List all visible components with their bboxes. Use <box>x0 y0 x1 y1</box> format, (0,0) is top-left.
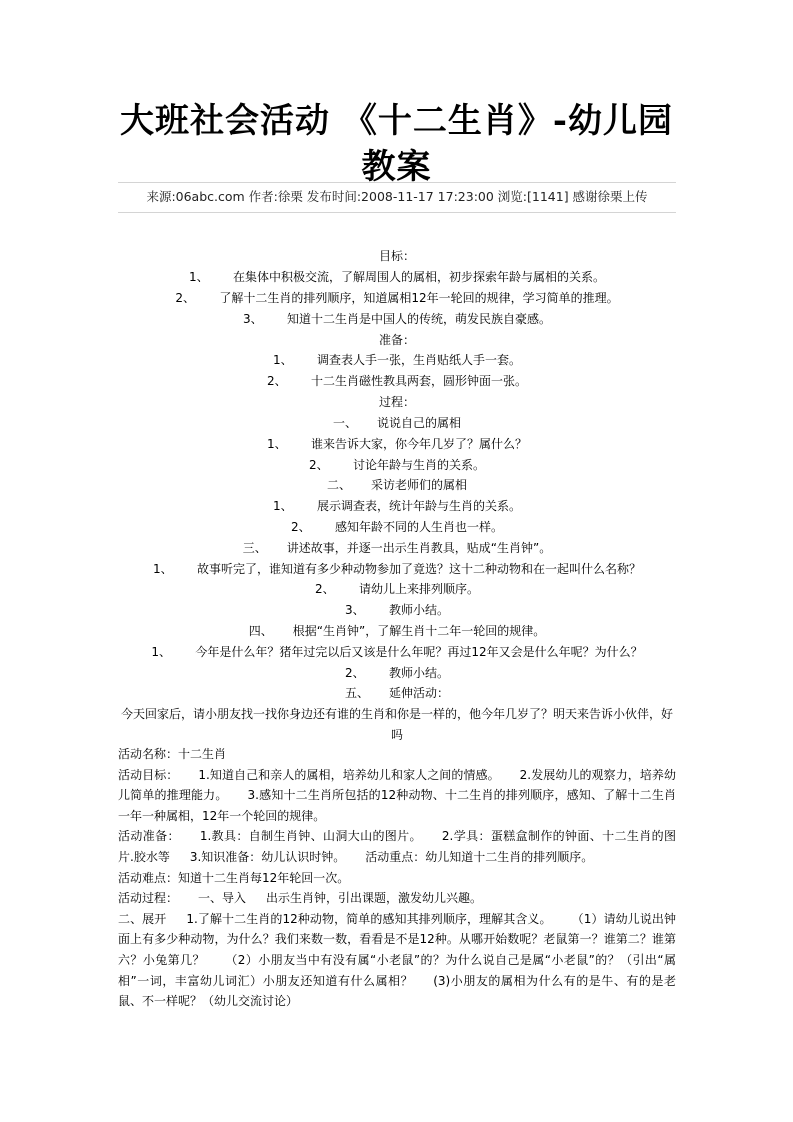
process-heading: 过程： <box>378 395 415 409</box>
list-item: 1、 展示调查表，统计年龄与生肖的关系。 <box>272 499 521 513</box>
list-item: 1、 调查表人手一张，生肖贴纸人手一套。 <box>272 353 521 367</box>
section-heading: 三、 讲述故事，并逐一出示生肖教具，贴成“生肖钟”。 <box>242 541 552 555</box>
section-heading: 一、 说说自己的属相 <box>332 416 461 430</box>
divider-top <box>118 182 676 183</box>
activity-difficulty: 活动难点：知道十二生肖每12年轮回一次。 <box>118 870 350 885</box>
list-item: 1、 谁来告诉大家，你今年几岁了？属什么？ <box>266 437 527 451</box>
section-heading: 五、 延伸活动： <box>344 686 449 700</box>
list-item: 3、 教师小结。 <box>344 603 449 617</box>
list-item: 2、 感知年龄不同的人生肖也一样。 <box>290 520 503 534</box>
section-heading: 二、 采访老师们的属相 <box>326 478 467 492</box>
list-item: 2、 请幼儿上来排列顺序。 <box>314 582 479 596</box>
activity-process: 活动过程： 一、导入 出示生肖钟，引出课题，激发幼儿兴趣。 <box>118 891 483 906</box>
section-heading: 四、 根据“生肖钟”，了解生肖十二年一轮回的规律。 <box>248 624 546 638</box>
prep-heading: 准备： <box>378 333 415 347</box>
list-item: 2、 了解十二生肖的排列顺序，知道属相12年一轮回的规律，学习简单的推理。 <box>175 291 619 305</box>
list-item: 2、 十二生肖磁性教具两套，圆形钟面一张。 <box>266 374 527 388</box>
list-item: 1、 故事听完了，谁知道有多少种动物参加了竟选？这十二种动物和在一起叫什么名称？ <box>152 562 641 576</box>
divider-bottom <box>118 212 676 213</box>
list-item: 1、 在集体中积极交流，了解周围人的属相，初步探索年龄与属相的关系。 <box>188 270 605 284</box>
list-item: 2、 教师小结。 <box>344 666 449 680</box>
page-title: 大班社会活动 《十二生肖》-幼儿园教案 <box>120 101 673 187</box>
activity-name: 活动名称：十二生肖 <box>118 747 227 761</box>
paragraph-line: 吗 <box>390 728 403 742</box>
paragraph-line: 今天回家后，请小朋友找一找你身边还有谁的生肖和你是一样的，他今年几岁了？明天来告诉小伙伴，好 <box>120 707 673 721</box>
article-meta: 来源:06abc.com 作者:徐栗 发布时间:2008-11-17 17:23:00 浏览:[1141] 感谢徐栗上传 <box>146 189 648 204</box>
list-item: 3、 知道十二生肖是中国人的传统，萌发民族自豪感。 <box>242 312 551 326</box>
activity-prep: 活动准备： 1.教具：自制生肖钟、山洞大山的图片。 2.学具：蛋糕盒制作的钟面、十二生肖的图片.胶水等 3.知识准备：幼儿认识时钟。 活动重点：幼儿知道十二生肖的排列顺序。 <box>118 829 676 864</box>
list-item: 2、 讨论年龄与生肖的关系。 <box>308 458 485 472</box>
lesson-plan-body <box>118 744 676 1012</box>
activity-goals: 活动目标： 1.知道自己和亲人的属相，培养幼儿和家人之间的情感。 2.发展幼儿的观察力，培养幼儿简单的推理能力。 3.感知十二生肖所包括的12种动物、十二生肖的排列顺序，感知、了解十二生肖一年一种属相，12年一个轮回的规律。 <box>118 767 677 823</box>
goals-heading: 目标： <box>378 249 415 263</box>
activity-expand: 二、展开 1.了解十二生肖的12种动物，简单的感知其排列顺序，理解其含义。 （1）请幼儿说出钟面上有多少种动物，为什么？我们来数一数，看看是不是12种。从哪开始数呢？老鼠第一？谁第二？谁第六？小兔第几？ （2）小朋友当中有没有属“小老鼠”的？为什么说自己是属“小老鼠”的？（引出“属相”一词，丰富幼儿词汇）小朋友还知道有什么属相？ (3)小朋友的属相为什么有的是牛、有的是老鼠、不一样呢？（幼儿交流讨论） <box>118 911 676 1009</box>
list-item: 1、 今年是什么年？猪年过完以后又该是什么年呢？再过12年又会是什么年呢？为什么？ <box>151 645 643 659</box>
